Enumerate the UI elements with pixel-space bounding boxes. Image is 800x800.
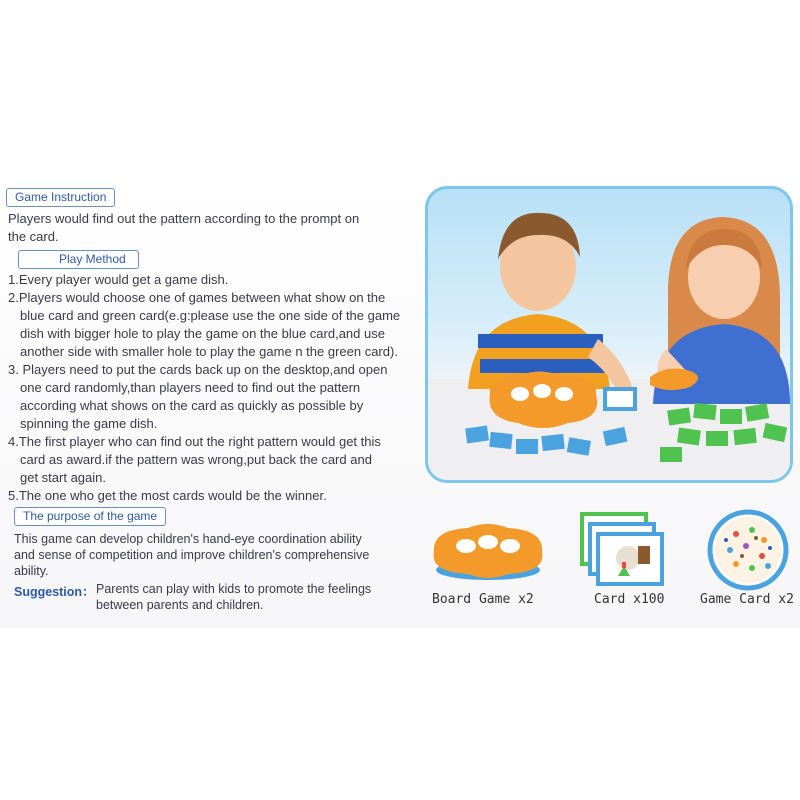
purpose-line: This game can develop children's hand-eye coordination ability (14, 532, 362, 546)
game-instruction-heading: Game Instruction (6, 188, 115, 207)
suggestion-line: between parents and children. (96, 598, 264, 612)
play-method-line: 3. Players need to put the cards back up on the desktop,and open (8, 362, 388, 377)
purpose-line: and sense of competition and improve children's comprehensive (14, 548, 370, 562)
children-playing-photo (425, 186, 793, 483)
game-card-caption: Game Card x2 (700, 592, 794, 607)
play-method-heading: Play Method (18, 250, 139, 269)
game-instruction-line: Players would find out the pattern according to the prompt on (8, 211, 360, 226)
play-method-line: another side with smaller hole to play the game n the green card). (20, 344, 398, 359)
play-method-line: dish with bigger hole to play the game on the blue card,and use (20, 326, 385, 341)
play-method-line: one card randomly,than players need to find out the pattern (20, 380, 361, 395)
board-on-table (490, 371, 598, 428)
suggestion-line: Parents can play with kids to promote the feelings (96, 582, 372, 596)
game-instruction-line: the card. (8, 229, 59, 244)
play-method-line: spinning the game dish. (20, 416, 158, 431)
play-method-line: card as award.if the pattern was wrong,put back the card and (20, 452, 372, 467)
play-method-line: get start again. (20, 470, 106, 485)
game-card-disc-icon (706, 508, 790, 592)
play-method-line: blue card and green card(e.g:please use the one side of the game (20, 308, 401, 323)
boy-figure (468, 213, 633, 394)
card-stack-icon (578, 510, 668, 590)
board-game-icon (428, 520, 548, 582)
purpose-line: ability. (14, 564, 49, 578)
board-game-caption: Board Game x2 (432, 592, 534, 607)
suggestion-label: Suggestion： (14, 585, 95, 599)
play-method-line: 2.Players would choose one of games between what show on the (8, 290, 386, 305)
purpose-heading: The purpose of the game (14, 507, 166, 526)
play-method-line: 1.Every player would get a game dish. (8, 272, 229, 287)
play-method-line: according what shows on the card as quickly as possible by (20, 398, 364, 413)
play-method-line: 4.The first player who can find out the right pattern would get this (8, 434, 381, 449)
play-method-line: 5.The one who get the most cards would be the winner. (8, 488, 327, 503)
card-caption: Card x100 (594, 592, 665, 607)
children-playing-illustration (428, 189, 790, 480)
